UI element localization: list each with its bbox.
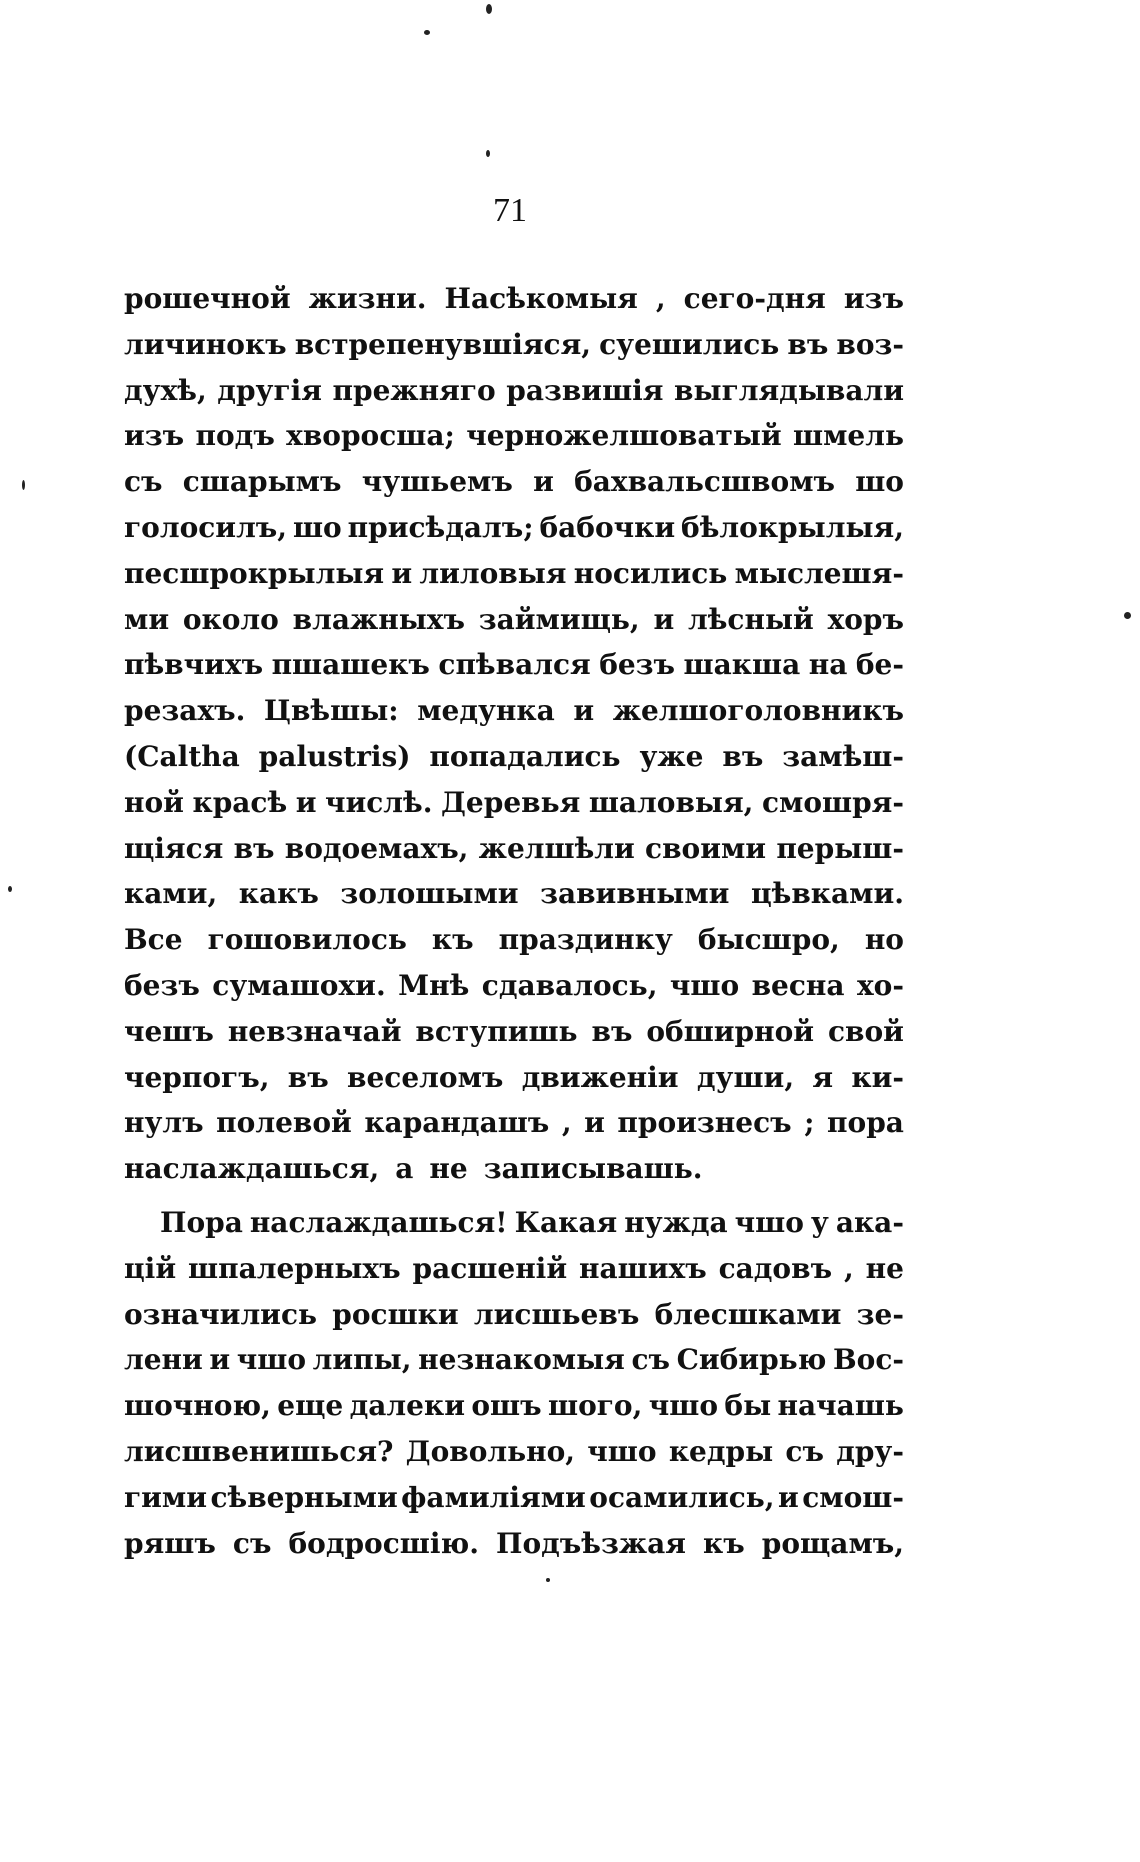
scan-speck bbox=[22, 480, 25, 490]
paragraph-1 bbox=[124, 276, 904, 1192]
text-line: ной красѣ и числѣ. Деревья шаловыя, смошря- bbox=[124, 785, 904, 819]
text-line: пѣвчихъ пшашекъ спѣвался безъ шакша на бе- bbox=[124, 648, 904, 682]
text-line: наслаждашься, а не записывашь. bbox=[124, 1152, 703, 1186]
text-line: цій шпалерныхъ расшеній нашихъ садовъ , не bbox=[124, 1251, 904, 1285]
text-line: духѣ, другія прежняго развишія выглядывали bbox=[124, 373, 904, 407]
scan-speck bbox=[1124, 612, 1131, 619]
text-line: ми около влажныхъ займищь, и лѣсный хоръ bbox=[124, 602, 904, 636]
text-line: лени и чшо липы, незнакомыя съ Сибирью Вос- bbox=[124, 1343, 904, 1377]
text-line: резахъ. Цвѣшы: медунка и желшоголовникъ bbox=[124, 694, 904, 728]
text-line: голосилъ, шо присѣдалъ; бабочки бѣлокрылыя, bbox=[124, 510, 904, 544]
text-line: рошечной жизни. Насѣкомыя , сего-дня изъ bbox=[124, 282, 904, 315]
text-line: съ сшарымъ чушьемъ и бахвальсшвомъ шо bbox=[124, 465, 904, 499]
text-line: означились росшки лисшьевъ блесшками зе- bbox=[124, 1297, 904, 1331]
scan-speck bbox=[486, 4, 492, 14]
paragraph-2 bbox=[124, 1200, 904, 1566]
text-line: безъ сумашохи. Мнѣ сдавалось, чшо весна хо- bbox=[124, 968, 904, 1002]
text-line: шочною, еще далеки ошъ шого, чшо бы начашь bbox=[124, 1389, 904, 1423]
scan-speck bbox=[546, 1578, 550, 1582]
text-line: (Caltha palustris) попадались уже въ замѣш- bbox=[124, 739, 904, 773]
text-line: чешъ невзначай вступишь въ обширной свой bbox=[124, 1014, 904, 1048]
scan-speck bbox=[8, 886, 12, 892]
text-line: гими сѣверными фамиліями осамились, и смош- bbox=[124, 1480, 904, 1514]
scan-speck bbox=[486, 150, 490, 157]
text-line: нулъ полевой карандашъ , и произнесъ ; пора bbox=[124, 1106, 904, 1140]
text-line: ками, какъ золошыми завивными цѣвками. bbox=[124, 877, 904, 911]
text-line: черпогъ, въ веселомъ движеніи души, я ки- bbox=[124, 1060, 904, 1094]
text-line: Пора наслаждашься! Какая нужда чшо у ака- bbox=[160, 1206, 904, 1239]
text-line: Все гошовилось къ праздинку бысшро, но bbox=[124, 923, 904, 957]
text-line: ряшъ съ бодросшію. Подъѣзжая къ рощамъ, bbox=[124, 1526, 904, 1560]
text-line: личинокъ встрепенувшіяся, суешились въ воз- bbox=[124, 327, 904, 361]
page-number: 71 bbox=[493, 192, 527, 229]
text-line: лисшвенишься? Довольно, чшо кедры съ дру- bbox=[124, 1434, 904, 1468]
text-line: щіяся въ водоемахъ, желшѣли своими перыш- bbox=[124, 831, 904, 865]
scan-speck bbox=[424, 30, 430, 35]
text-line: изъ подъ хворосша; черножелшоватый шмель bbox=[124, 419, 904, 453]
text-line: песшрокрылыя и лиловыя носились мыслешя- bbox=[124, 556, 904, 590]
